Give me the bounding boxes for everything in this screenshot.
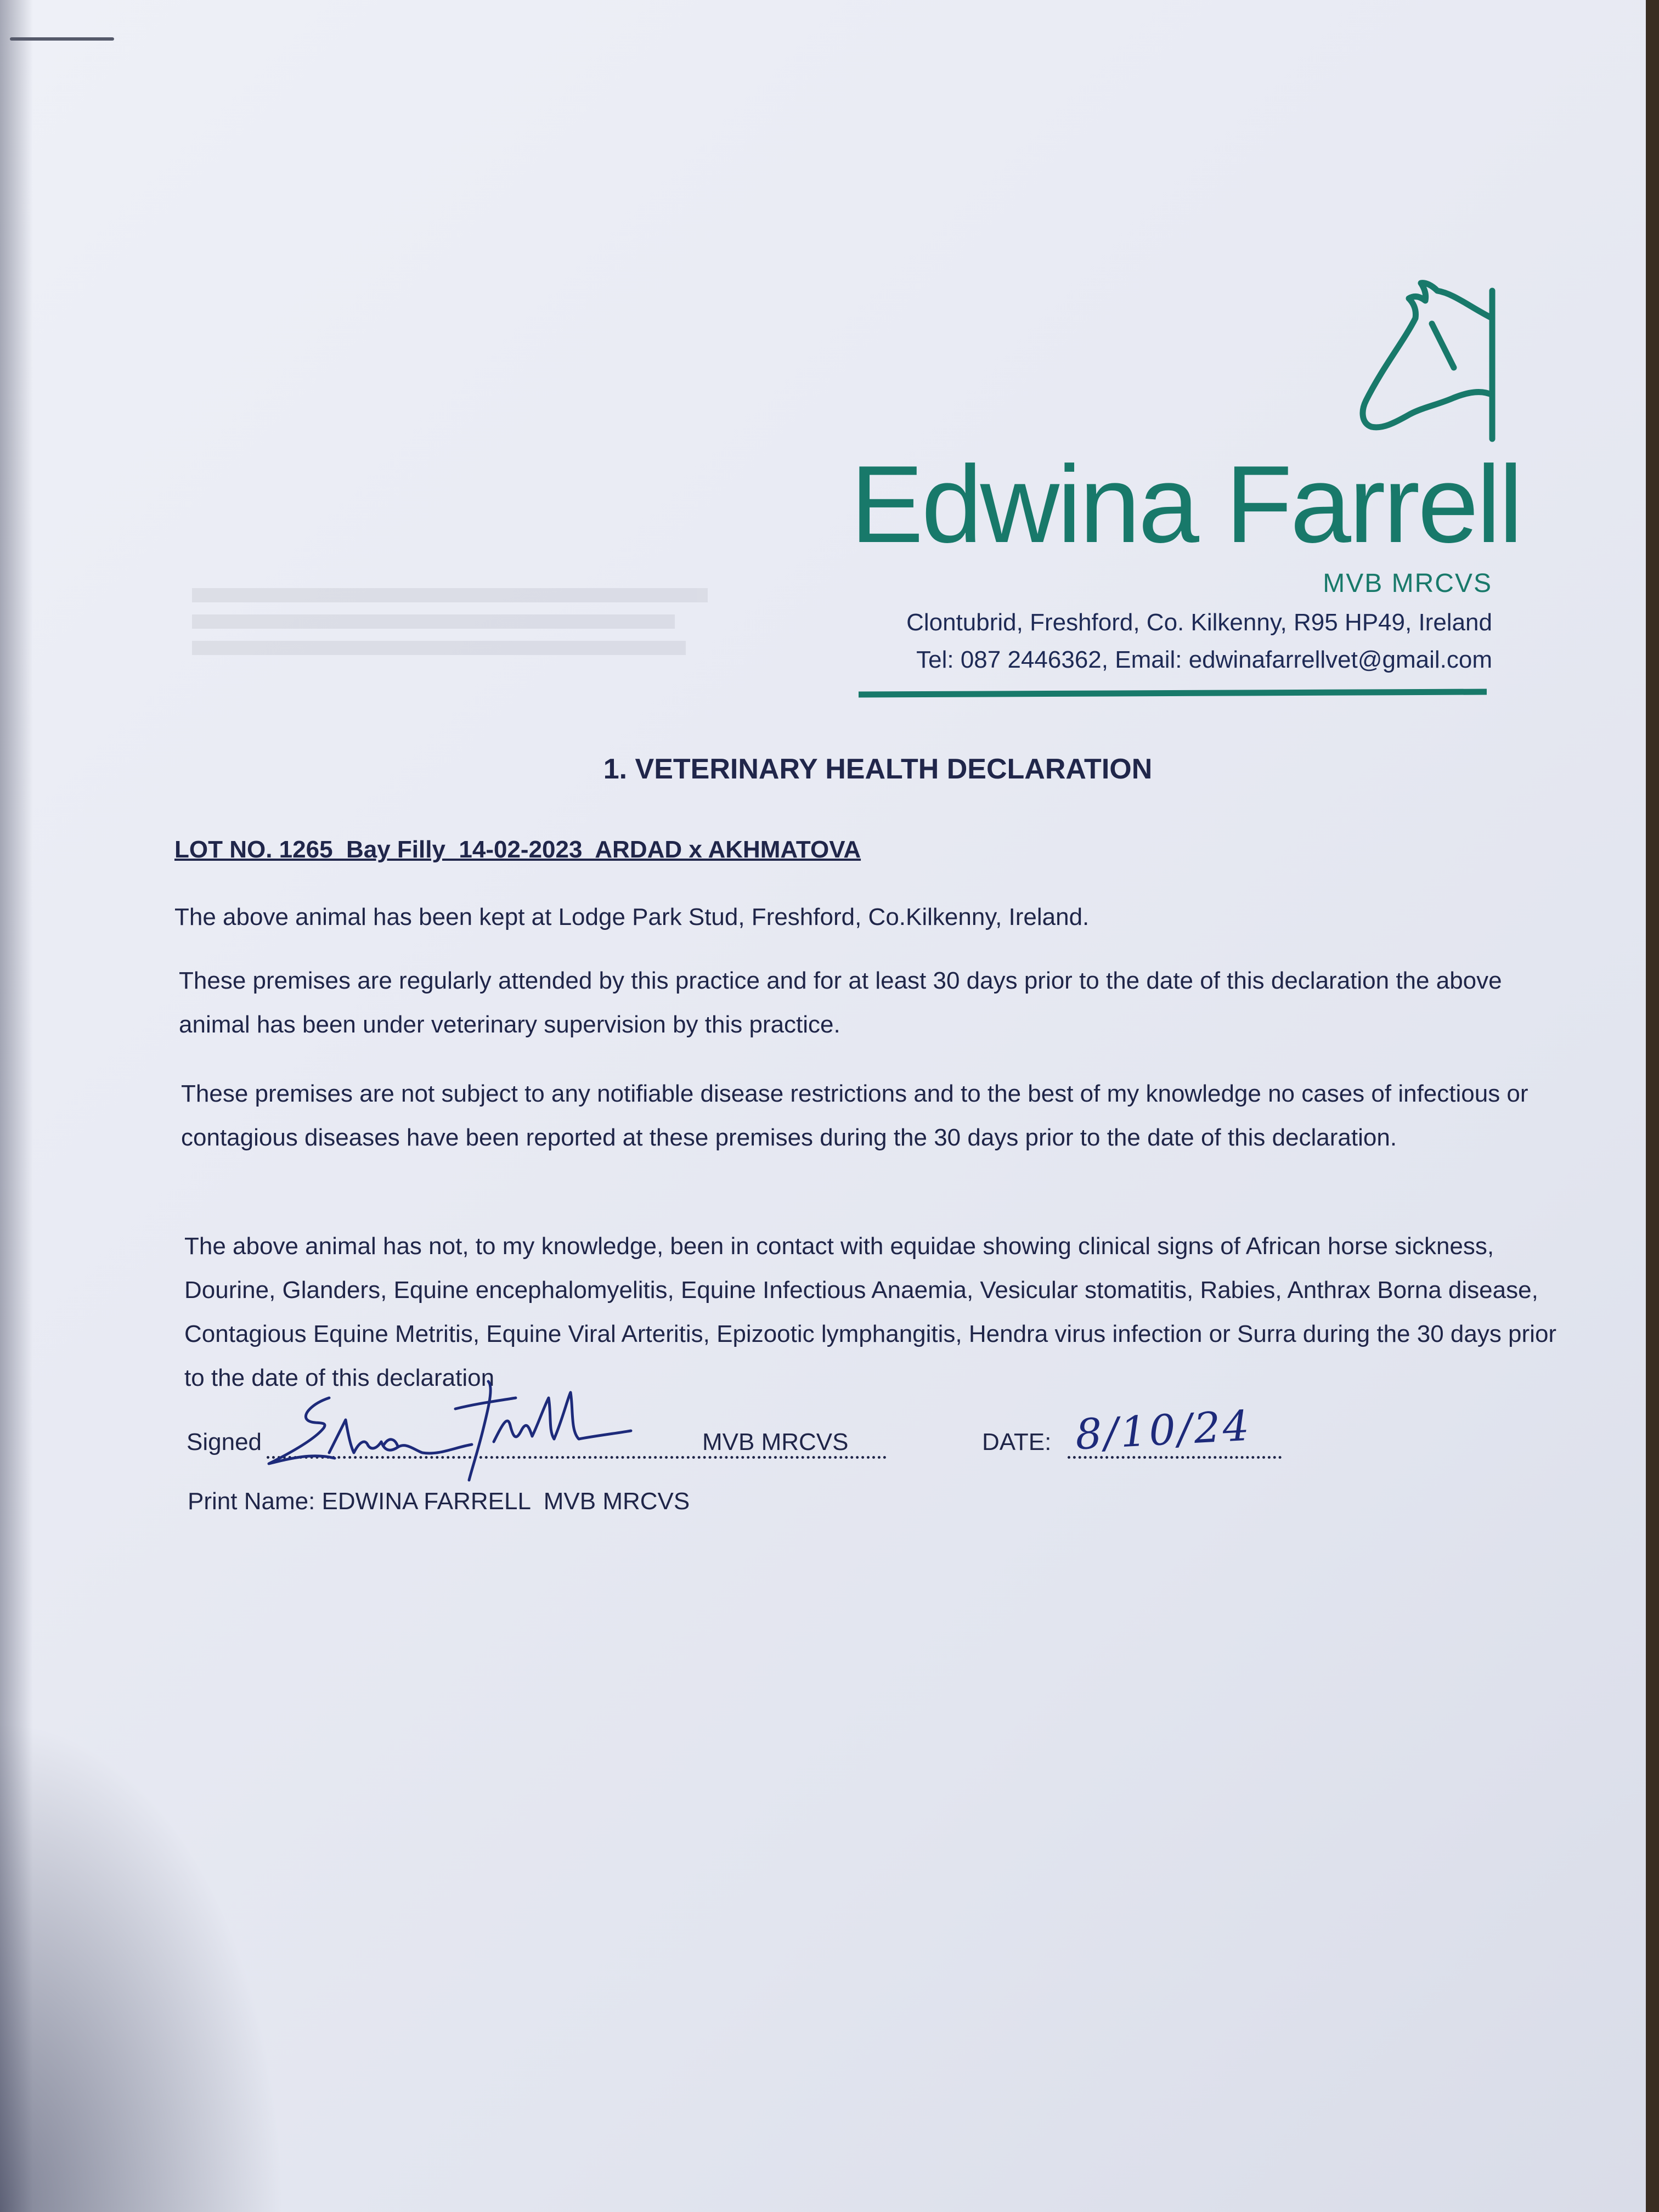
handwritten-date: 8/10/24 xyxy=(1074,1401,1253,1459)
corner-shadow xyxy=(0,1718,285,2212)
practice-address: Clontubrid, Freshford, Co. Kilkenny, R95 HP49, Ireland xyxy=(906,609,1492,636)
table-edge xyxy=(1646,0,1659,2212)
bleed-through-text xyxy=(192,450,741,713)
horse-head-icon xyxy=(1328,280,1498,450)
declaration-paragraph: The above animal has been kept at Lodge Park Stud, Freshford, Co.Kilkenny, Ireland. xyxy=(174,904,1090,930)
brand-name: Edwina Farrell xyxy=(850,443,1521,566)
header-divider xyxy=(859,689,1487,698)
signed-qualifications: MVB MRCVS xyxy=(702,1429,849,1455)
declaration-paragraph: The above animal has not, to my knowledge, been in contact with equidae showing clinical signs of African horse sickness, Dourine, Glanders, Equine encephalomyelitis, Equine Infectious Anaemia, Vesicular stomatitis, Rabies, Anthrax Borna disease, Contagious Equine Metritis, Equine Viral Arteritis, Epizootic lymphangitis, Hendra virus infection or Surra during the 30 days prior to the date of this declaration xyxy=(184,1233,1557,1391)
signed-label: Signed xyxy=(187,1429,262,1455)
declaration-paragraph: These premises are regularly attended by this practice and for at least 30 days prior to the date of this declaration the above animal has been under veterinary supervision by this practice. xyxy=(179,967,1502,1038)
signature-row xyxy=(187,1401,1284,1475)
practice-contact: Tel: 087 2446362, Email: edwinafarrellvet@gmail.com xyxy=(916,646,1492,673)
staple-mark xyxy=(10,37,114,41)
page-edge-shadow xyxy=(0,0,33,2212)
print-name: Print Name: EDWINA FARRELL MVB MRCVS xyxy=(188,1488,690,1515)
document-title: 1. VETERINARY HEALTH DECLARATION xyxy=(603,753,1153,785)
lot-details: LOT NO. 1265 Bay Filly 14-02-2023 ARDAD x AKHMATOVA xyxy=(174,836,861,863)
brand-qualifications: MVB MRCVS xyxy=(1323,569,1492,598)
date-label: DATE: xyxy=(982,1429,1052,1455)
handwritten-signature xyxy=(258,1376,708,1486)
declaration-paragraph: These premises are not subject to any notifiable disease restrictions and to the best of my knowledge no cases of infectious or contagious diseases have been reported at these premises during the 30 days prior to the date of this declaration. xyxy=(181,1080,1528,1151)
